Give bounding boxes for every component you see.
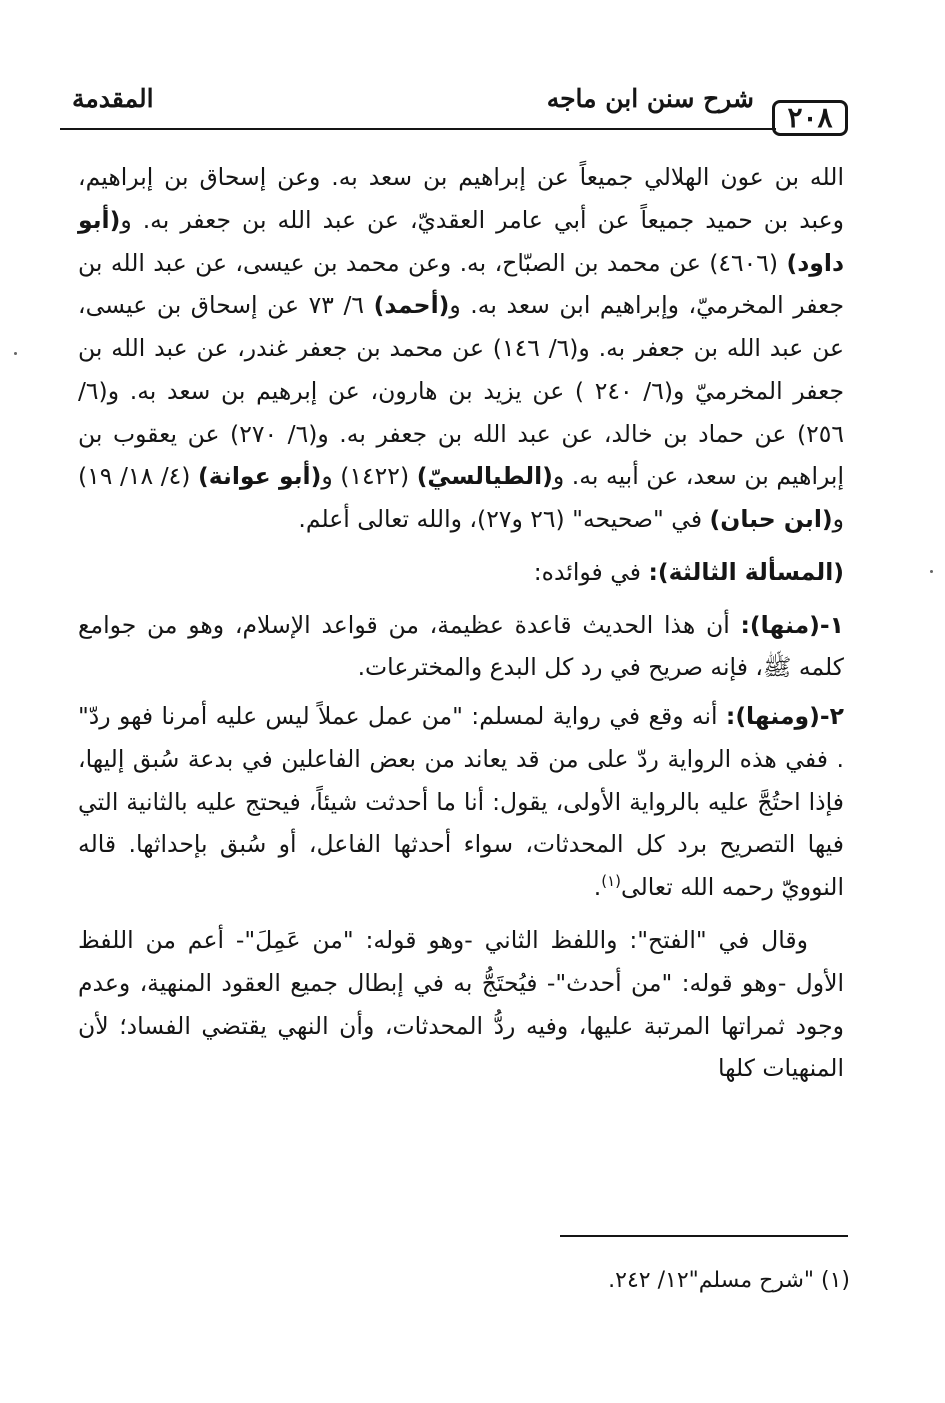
text-run: في "صحيحه" (٢٦ و٢٧)، والله تعالى أعلم.	[298, 505, 710, 534]
text-run: (٤٦٠٦) عن محمد بن الصبّاح، به. وعن محمد بن عيسى، عن عبد الله بن جعفر المخرميّ، وإبراهيم ابن سعد به. و	[78, 248, 844, 320]
heading-run: ١-(منها):	[740, 610, 844, 639]
paragraph-fath	[78, 919, 844, 1090]
text-run: وقال في "الفتح": واللفظ الثاني -وهو قوله: "من عَمِلَ"- أعم من اللفظ الأول -وهو قوله: "من أحدث"- فيُحتَجُّ به في إبطال جميع العقود المنهية، وعدم وجود ثمراتها المرتبة عليها، وفيه ردُّ المحدثات، وأن النهي يقتضي الفساد؛ لأن المنهيات كلها	[78, 926, 844, 1083]
source-name: (أبو داود)	[78, 205, 845, 277]
footnote-rule	[560, 1235, 848, 1237]
source-name: (أبو عوانة)	[198, 462, 322, 491]
paragraph-mas-ala	[78, 551, 844, 594]
text-run: ٦/ ٧٣ عن إسحاق بن عيسى، عن عبد الله بن جعفر به. و(٦/ ١٤٦) عن محمد بن جعفر غندر، عن عبد الله بن جعفر المخرميّ و(٦/ ٢٤٠ ) عن يزيد بن هارون، عن إبرهيم بن سعد به. و(٦/ ٢٥٦) عن حماد بن خالد، عن عبد الله بن جعفر به. و(٦/ ٢٧٠) عن يعقوب بن إبراهيم بن سعد، عن أبيه به. و	[78, 291, 845, 491]
paragraph-point-1	[78, 604, 844, 690]
text-run: الله بن عون الهلالي جميعاً عن إبراهيم بن سعد به. وعن إسحاق بن إبراهيم، وعبد بن حميد جميعاً عن أبي عامر العقديّ، عن عبد الله بن جعفر به. و	[78, 163, 844, 234]
body-text	[78, 156, 844, 1090]
section-title: المقدمة	[72, 84, 154, 113]
text-run: أن هذا الحديث قاعدة عظيمة، من قواعد الإسلام، وهو من جوامع كلمه ﷺ، فإنه صريح في رد كل البدع والمخترعات.	[78, 610, 844, 682]
source-name: (الطيالسيّ)	[416, 462, 553, 491]
book-title: شرح سنن ابن ماجه	[546, 84, 754, 113]
footnote: (١) "شرح مسلم"١٢/ ٢٤٢.	[608, 1268, 850, 1293]
text-run: (١٤٢٢) و	[321, 462, 417, 491]
text-run: في فوائده:	[533, 557, 649, 586]
heading-run: (المسألة الثالثة):	[648, 557, 844, 586]
scan-speck	[14, 352, 17, 355]
page-number: ٢٠٨	[772, 100, 848, 136]
paragraph-takhrij	[78, 156, 844, 541]
source-name: (ابن حبان)	[709, 505, 833, 534]
text-run: أنه وقع في رواية لمسلم: "من عمل عملاً ليس عليه أمرنا فهو ردّ" . ففي هذه الرواية ردّ على من قد يعاند من بعض الفاعلين في بدعة سُبق إليها، فإذا احتُجَّ عليه بالرواية الأولى، يقول: أنا ما أحدثت شيئاً، فيحتج عليه بالثانية التي فيها التصريح برد كل المحدثات، سواء أحدثها الفاعل، أو سُبق بإحداثها. قاله النوويّ رحمه الله تعالى	[78, 702, 844, 902]
footnote-ref: (١)	[601, 872, 621, 891]
text-run: .	[593, 873, 602, 902]
heading-run: ٢-(ومنها):	[725, 702, 844, 731]
header-rule	[60, 128, 776, 130]
text-run: (٤/ ١٨/ ١٩) و	[78, 462, 844, 534]
paragraph-point-2	[78, 695, 844, 909]
scan-speck	[930, 570, 933, 573]
page-header	[60, 78, 848, 138]
source-name: (أحمد)	[373, 291, 450, 320]
